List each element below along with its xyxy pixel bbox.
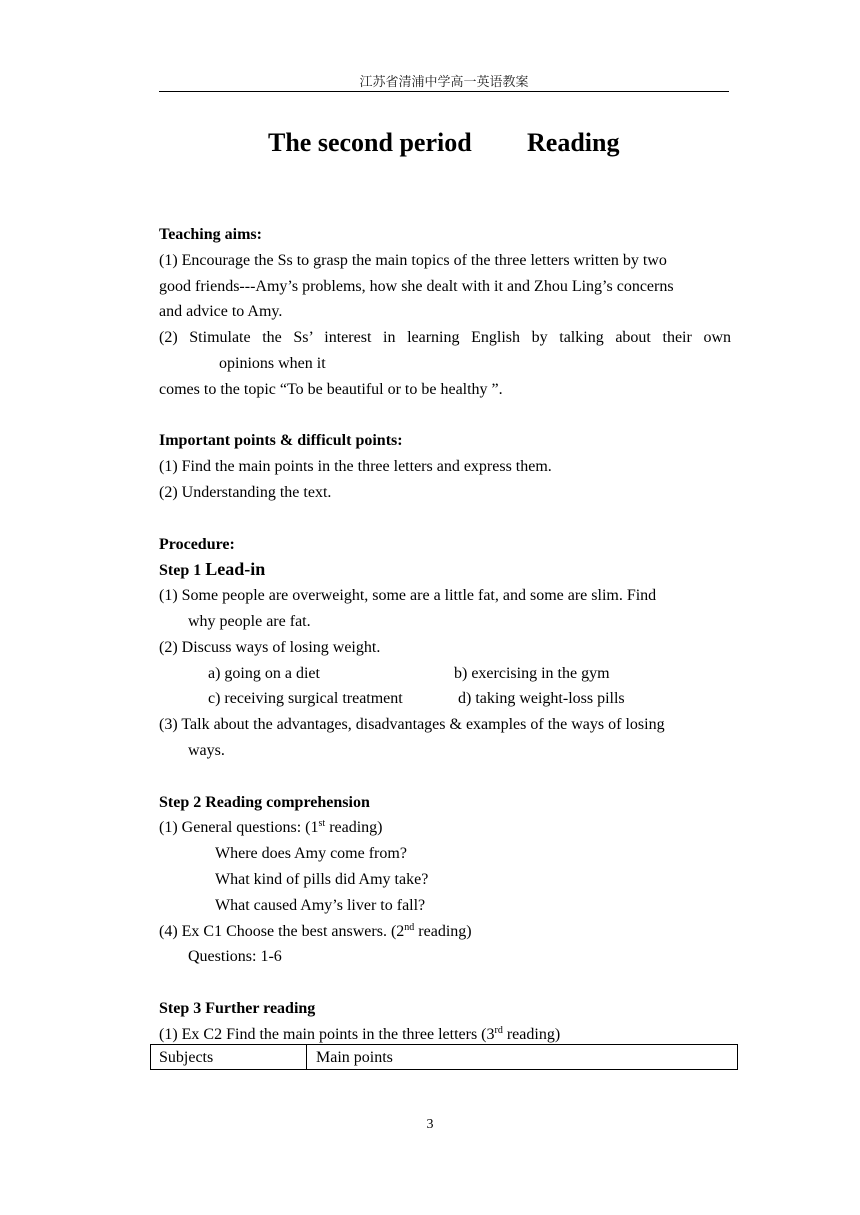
step1-line: why people are fat. [188, 612, 311, 630]
spacer [159, 403, 731, 429]
option-c: c) receiving surgical treatment [208, 690, 403, 708]
main-points-table [150, 1044, 738, 1070]
step1-line: ways. [188, 741, 225, 759]
procedure-heading: Procedure: [159, 535, 235, 553]
spacer [159, 506, 731, 532]
question-item: What caused Amy’s liver to fall? [215, 896, 426, 914]
option-d: d) taking weight-loss pills [458, 690, 625, 708]
table-header-subjects: Subjects [151, 1045, 307, 1069]
gq-sup: st [318, 818, 326, 830]
header-rule [159, 91, 729, 92]
aims-line: (1) Encourage the Ss to grasp the main topics of the three letters written by two [159, 251, 667, 269]
points-heading: Important points & difficult points: [159, 432, 403, 450]
aims-line: and advice to Amy. [159, 303, 283, 321]
ex-c2-text-end: reading) [502, 1025, 561, 1043]
document-title [159, 128, 729, 168]
option-a: a) going on a diet [208, 664, 320, 682]
questions-range: Questions: 1-6 [188, 948, 282, 966]
step3-heading: Step 3 Further reading [159, 999, 316, 1017]
aims-line: opinions when it [219, 354, 326, 372]
spacer [159, 970, 731, 996]
step1-line: (1) Some people are overweight, some are a little fat, and some are slim. Find [159, 587, 657, 605]
gq-text: (1) General questions: (1 [159, 819, 319, 837]
gq-text-end: reading) [325, 819, 383, 837]
page-number: 3 [426, 1117, 434, 1132]
ex-c1-text: (4) Ex C1 Choose the best answers. (2 [159, 922, 405, 940]
question-item: What kind of pills did Amy take? [215, 870, 429, 888]
point-item: (1) Find the main points in the three letters and express them. [159, 458, 552, 476]
lesson-content [159, 222, 731, 1048]
teaching-aims-heading: Teaching aims: [159, 226, 262, 243]
step1-line: (3) Talk about the advantages, disadvantages & examples of the ways of losing [159, 716, 665, 734]
title-period: The second period [268, 128, 472, 157]
ex-c1-text-end: reading) [414, 922, 472, 940]
step1-line: (2) Discuss ways of losing weight. [159, 638, 381, 656]
step1-heading [159, 557, 731, 583]
ex-c2-sup: rd [494, 1024, 503, 1036]
option-row [159, 686, 731, 712]
point-item: (2) Understanding the text. [159, 483, 332, 501]
step1-title: Lead-in [205, 559, 266, 580]
step1-prefix: Step 1 [159, 562, 202, 580]
ex-c2-text: (1) Ex C2 Find the main points in the three letters (3 [159, 1025, 495, 1043]
ex-c1-sup: nd [404, 921, 415, 933]
step2-heading: Step 2 Reading comprehension [159, 793, 370, 811]
question-item: Where does Amy come from? [215, 845, 407, 863]
aims-line: comes to the topic “To be beautiful or to be healthy ”. [159, 380, 503, 398]
spacer [159, 764, 731, 790]
table-header-main-points: Main points [316, 1049, 393, 1066]
aims-line: (2) Stimulate the Ss’ interest in learning English by talking about their own [159, 329, 731, 347]
option-b: b) exercising in the gym [454, 664, 610, 682]
exercise-c1-line [159, 919, 731, 945]
general-questions-line [159, 815, 731, 841]
aims-line: good friends---Amy’s problems, how she dealt with it and Zhou Ling’s concerns [159, 277, 674, 295]
option-row [159, 661, 731, 687]
title-reading: Reading [527, 128, 620, 157]
page-header: 江苏省清浦中学高一英语教案 [359, 75, 529, 90]
